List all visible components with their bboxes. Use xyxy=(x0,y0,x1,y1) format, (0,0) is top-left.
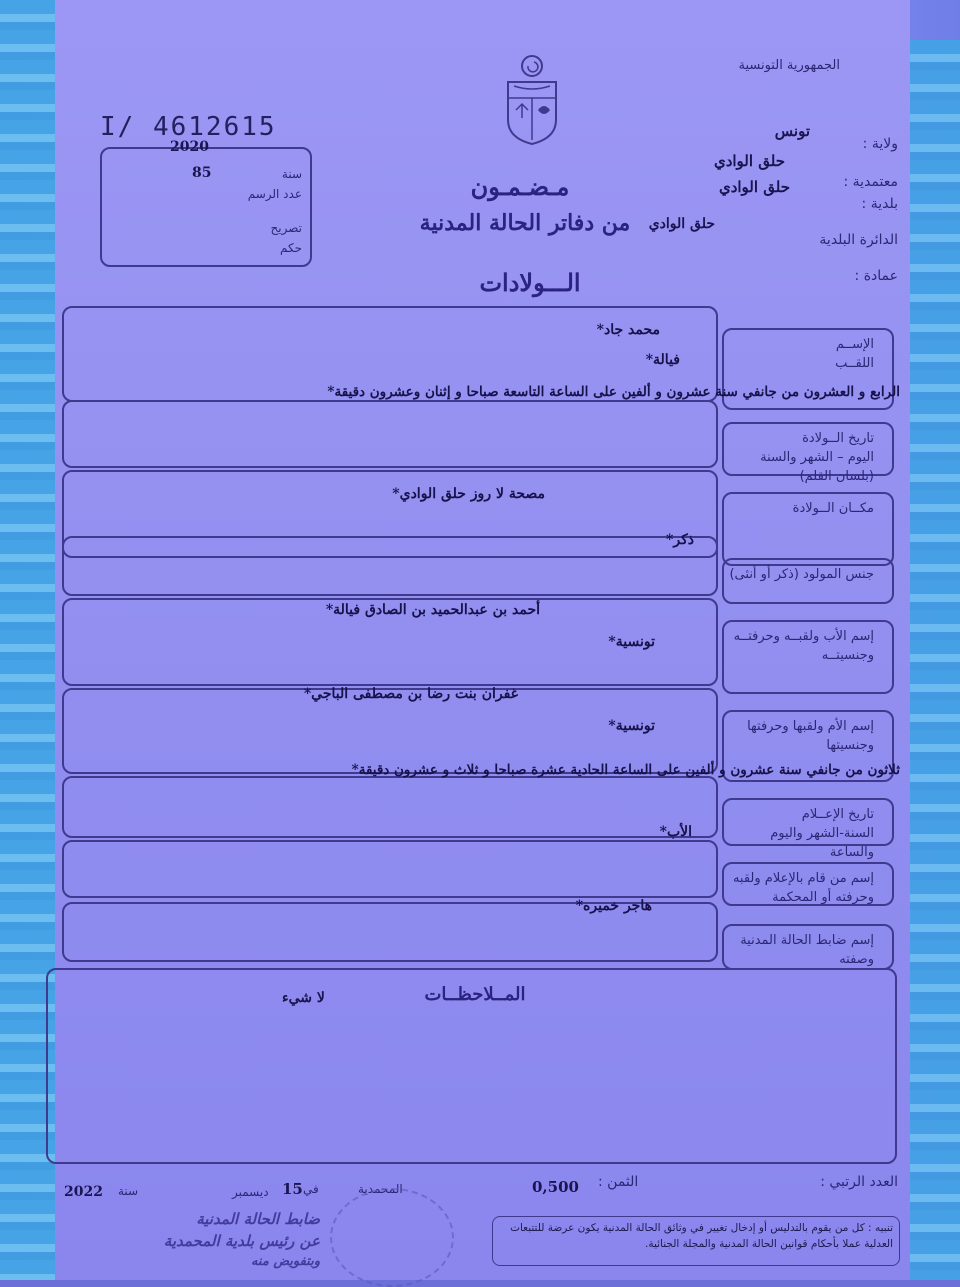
year-value: 2020 xyxy=(170,139,209,155)
entry-label-line: جنس المولود (ذكر أو أنثى) xyxy=(729,567,874,582)
entry-value-box xyxy=(62,776,718,838)
entry-label-line: تاريخ الــولادة xyxy=(802,431,874,446)
registration-number-label: عدد الرسم xyxy=(247,187,302,201)
entry-label-line: اللقــب xyxy=(835,355,874,371)
entry-label-line: إسم الأب ولقبــه وحرفتــه xyxy=(733,629,874,644)
entry-value: ذكر* xyxy=(666,532,694,548)
entry-label xyxy=(724,870,874,908)
wilaya-value: تونس xyxy=(774,122,810,140)
legal-notice: تنبيه : كل من يقوم بالتدليس أو إدخال تغيير في وثائق الحالة المدنية يكون عرضة للتتبعات العدلية عملا بأحكام قوانين الحالة المدنية والمجلة الجنائية. xyxy=(492,1216,900,1266)
judgment-label: حكم xyxy=(279,241,302,255)
baladia-value: حلق الوادي xyxy=(718,178,790,196)
entry-label-line: الإســم xyxy=(835,337,874,352)
entry-value: محمد جاد* xyxy=(596,322,660,338)
issue-month: ديسمبر xyxy=(232,1185,269,1199)
entry-value-box xyxy=(62,840,718,898)
order-number-label: العدد الرتبي : xyxy=(820,1174,898,1190)
entry-label-line: اليوم – الشهر والسنة xyxy=(760,449,874,465)
mootamadia-value-top: حلق الوادي xyxy=(713,152,785,170)
price-value: 0,500 xyxy=(532,1178,579,1196)
remarks-value: لا شيء xyxy=(282,990,325,1006)
section-title-births: الـــولادات xyxy=(479,268,581,297)
signature-line-2: عن رئيس بلدية المحمدية xyxy=(163,1232,320,1250)
entry-label-line: وصفته xyxy=(839,951,874,967)
entry-label xyxy=(724,932,874,970)
entry-label-line: إسم من قام بالإعلام ولقبه xyxy=(732,871,874,886)
document-subtitle: من دفاتر الحالة المدنية xyxy=(419,210,631,236)
entry-value: فيالة* xyxy=(645,352,680,368)
day-prefix: في xyxy=(303,1182,319,1196)
entry-value: أحمد بن عبدالحميد بن الصادق فيالة* xyxy=(325,602,540,618)
entry-value-box xyxy=(62,536,718,596)
registration-number-value: 85 xyxy=(192,165,212,181)
issue-year: 2022 xyxy=(64,1184,103,1200)
omada-label: عمادة : xyxy=(854,268,898,284)
daira-value: حلق الوادي xyxy=(648,216,715,232)
entry-label-line: تاريخ الإعــلام xyxy=(801,807,874,822)
republic-label: الجمهورية التونسية xyxy=(738,58,840,73)
issue-day: 15 xyxy=(282,1180,303,1198)
signature-line-3: وبتفويض منه xyxy=(250,1254,320,1269)
serial-number: I/ 4612615 xyxy=(100,112,277,142)
entry-label xyxy=(724,566,874,585)
entry-value: الرابع و العشرون من جانفي سنة عشرون و ألفين على الساعة التاسعة صباحا و إثنان وعشرون دقيقة* xyxy=(327,384,900,400)
entry-label-line: (بلسان القلم) xyxy=(799,468,874,484)
entry-value: هاجر خميره* xyxy=(575,898,652,914)
entry-value: ثلاثون من جانفي سنة عشرون و ألفين على الساعة الحادية عشرة صباحا و ثلاث و عشرون دقيقة* xyxy=(351,762,900,778)
entry-label xyxy=(724,336,874,374)
baladia-label: بلدية : xyxy=(861,196,898,212)
wilaya-label: ولاية : xyxy=(862,136,898,152)
year-label: سنة xyxy=(281,167,302,181)
entry-label-line: إسم الأم ولقبها وحرفتها xyxy=(747,719,874,734)
entry-value: غفران بنت رضا بن مصطفى الباجي* xyxy=(303,686,518,702)
entry-label-line: وحرفته أو المحكمة xyxy=(772,889,874,905)
entry-label-line: مكــان الــولادة xyxy=(792,501,874,516)
entry-value: تونسية* xyxy=(608,634,655,650)
official-seal-stamp xyxy=(330,1188,454,1287)
entry-label xyxy=(724,718,874,756)
tunisia-emblem-icon xyxy=(500,52,564,148)
issue-year-label: سنة xyxy=(118,1184,139,1198)
issue-place: المحمدية xyxy=(358,1182,403,1196)
entry-label-line: وجنسيتــه xyxy=(821,647,874,663)
entry-label-line: وجنسيتها xyxy=(826,737,874,753)
daira-label: الدائرة البلدية xyxy=(819,232,898,248)
entry-label-line: السنة-الشهر واليوم والساعة xyxy=(770,825,874,860)
entry-label-line: إسم ضابط الحالة المدنية xyxy=(740,933,874,948)
entry-label xyxy=(724,628,874,666)
signature-line-1: ضابط الحالة المدنية xyxy=(196,1210,320,1228)
mootamadia-label: معتمدية : xyxy=(843,174,898,190)
declaration-label: تصريح xyxy=(270,221,302,235)
entry-label xyxy=(724,430,874,487)
entry-value: الأب* xyxy=(659,824,692,840)
entry-label xyxy=(724,806,874,863)
entry-value: تونسية* xyxy=(608,718,655,734)
entry-value-box xyxy=(62,400,718,468)
entry-value: مصحة لا روز حلق الوادي* xyxy=(392,486,545,502)
registration-stamp-box xyxy=(100,139,312,267)
entry-label xyxy=(724,500,874,519)
price-label: الثمن : xyxy=(598,1174,639,1190)
remarks-title: المــلاحظــات xyxy=(424,984,526,1005)
document-title: مـضـمـون xyxy=(470,172,570,201)
